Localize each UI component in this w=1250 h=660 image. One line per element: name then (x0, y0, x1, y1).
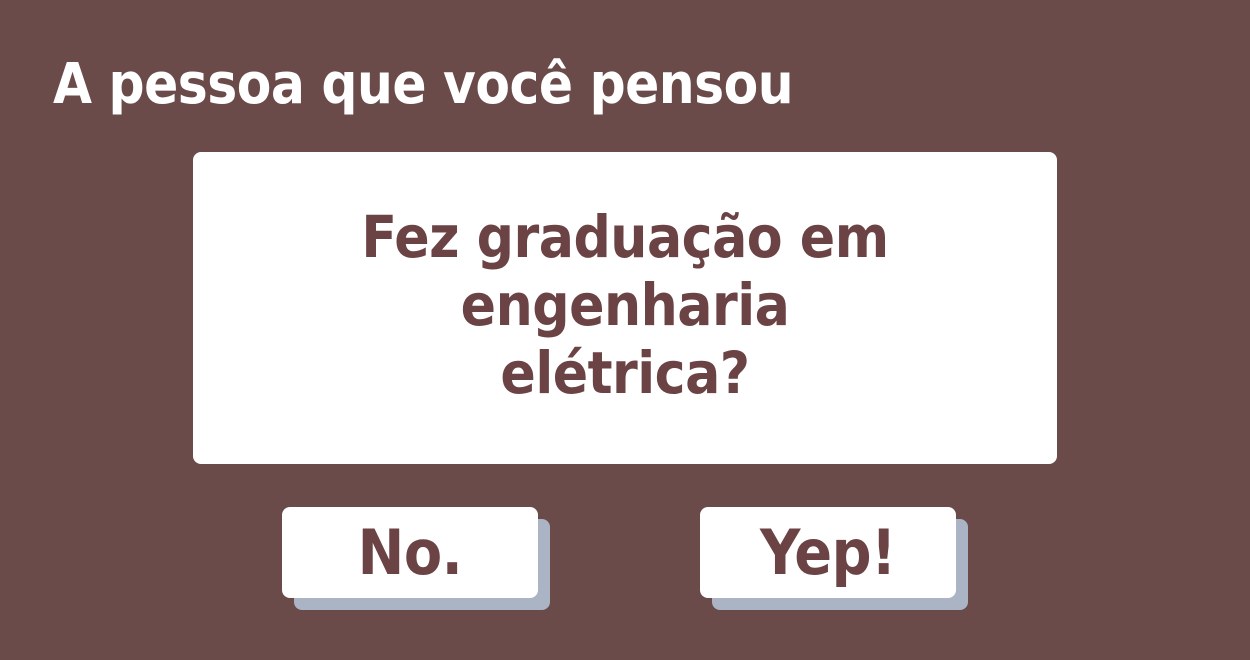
no-button[interactable]: No. (282, 507, 538, 598)
question-text: Fez graduação em engenharia elétrica? (361, 203, 889, 407)
question-card (193, 152, 1057, 464)
yes-button[interactable]: Yep! (700, 507, 956, 598)
page-title: A pessoa que você pensou (53, 52, 794, 117)
